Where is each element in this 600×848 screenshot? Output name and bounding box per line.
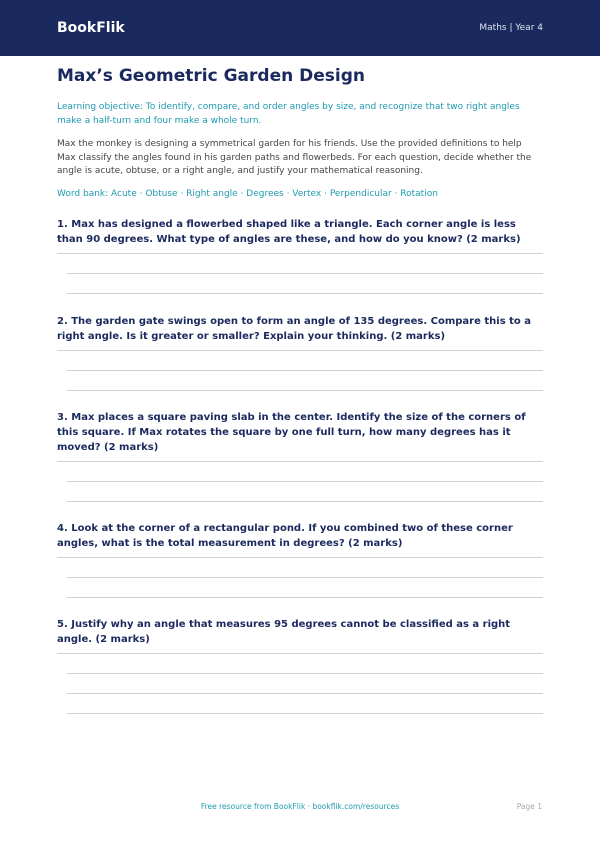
page-title: Max’s Geometric Garden Design — [57, 66, 365, 86]
answer-area[interactable] — [67, 462, 543, 502]
intro-text: Max the monkey is designing a symmetrical garden for his friends. Use the provided definitions to help Max classify the angles found in his garden paths and flowerbeds. For each question, decide whether the angle is acute, obtuse, or a right angle, and justify your mathematical reasoning. — [57, 139, 532, 176]
worksheet-body — [57, 66, 543, 714]
answer-line[interactable] — [67, 462, 543, 482]
question-block — [57, 314, 543, 391]
answer-area[interactable] — [67, 254, 543, 294]
answer-area[interactable] — [67, 654, 543, 714]
answer-line[interactable] — [67, 254, 543, 274]
answer-line[interactable] — [67, 578, 543, 598]
question-text: 4. Look at the corner of a rectangular pond. If you combined two of these corner angles, what is the total measurement in degrees? (2 marks) — [57, 521, 543, 558]
question-text: 5. Justify why an angle that measures 95 degrees cannot be classified as a right angle. (2 marks) — [57, 617, 543, 654]
answer-area[interactable] — [67, 558, 543, 598]
page-header — [0, 0, 600, 56]
answer-line[interactable] — [67, 482, 543, 502]
answer-line[interactable] — [67, 274, 543, 294]
question-block — [57, 410, 543, 502]
answer-line[interactable] — [67, 558, 543, 578]
question-block — [57, 217, 543, 294]
question-text: 1. Max has designed a flowerbed shaped like a triangle. Each corner angle is less than 90 degrees. What type of angles are these, and how do you know? (2 marks) — [57, 217, 543, 254]
answer-line[interactable] — [67, 351, 543, 371]
brand-logo: BookFlik — [57, 20, 125, 36]
subject-year-label: Maths | Year 4 — [479, 23, 543, 33]
answer-line[interactable] — [67, 654, 543, 674]
answer-line[interactable] — [67, 674, 543, 694]
page-number: Page 1 — [516, 802, 542, 811]
learning-objective: Learning objective: To identify, compare, and order angles by size, and recognize that two right angles make a half-turn and four make a whole turn. — [57, 102, 520, 126]
question-block — [57, 521, 543, 598]
footer-credit: Free resource from BookFlik · bookflik.com/resources — [200, 802, 400, 811]
word-bank: Word bank: Acute · Obtuse · Right angle · Degrees · Vertex · Perpendicular · Rotation — [57, 188, 438, 199]
answer-area[interactable] — [67, 351, 543, 391]
question-text: 3. Max places a square paving slab in the center. Identify the size of the corners of this square. If Max rotates the square by one full turn, how many degrees has it moved? (2 marks) — [57, 410, 543, 462]
answer-line[interactable] — [67, 371, 543, 391]
question-text: 2. The garden gate swings open to form an angle of 135 degrees. Compare this to a right angle. Is it greater or smaller? Explain your thinking. (2 marks) — [57, 314, 543, 351]
answer-line[interactable] — [67, 694, 543, 714]
question-block — [57, 617, 543, 714]
